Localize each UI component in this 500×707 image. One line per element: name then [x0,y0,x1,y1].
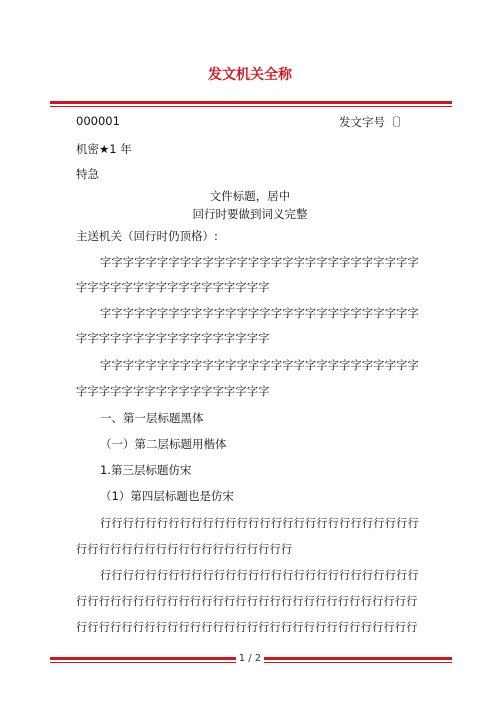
heading-level-4: （1）第四层标题也是仿宋 [100,489,234,503]
heading-level-3: 1.第三层标题仿宋 [100,463,192,477]
heading-level-1: 一、第一层标题黑体 [100,411,204,425]
document-number: 发文字号〔〕 [339,115,408,129]
header-red-rule-thick [50,101,452,104]
body-paragraph-1-line-1: 字字字字字字字字字字字字字字字字字字字字字字字字字字字字 [100,256,419,269]
body-paragraph-5-line-1: 行行行行行行行行行行行行行行行行行行行行行行行行行行行行 [100,569,419,582]
body-paragraph-4-line-1: 行行行行行行行行行行行行行行行行行行行行行行行行行行行行 [100,517,419,530]
body-paragraph-4-line-2: 行行行行行行行行行行行行行行行行行行行 [76,543,293,556]
page-number-text: 1 / 2 [236,653,264,664]
document-serial-number: 000001 [76,114,120,128]
main-recipient: 主送机关（回行时仍顶格）: [76,229,218,243]
document-title-line-1: 文件标题，居中 [209,189,291,203]
body-paragraph-2-line-1: 字字字字字字字字字字字字字字字字字字字字字字字字字字字字 [100,307,419,320]
body-paragraph-1-line-2: 字字字字字字字字字字字字字字字字字 [76,281,270,294]
body-paragraph-5-line-3: 行行行行行行行行行行行行行行行行行行行行行行行行行行行行行行 [76,621,418,634]
body-paragraph-2-line-2: 字字字字字字字字字字字字字字字字字 [76,332,270,345]
document-title-line-2: 回行时要做到词义完整 [192,207,308,221]
header-red-rule-thin [50,106,452,107]
body-paragraph-5-line-2: 行行行行行行行行行行行行行行行行行行行行行行行行行行行行行行 [76,595,418,608]
body-paragraph-3-line-2: 字字字字字字字字字字字字字字字字字 [76,385,270,398]
heading-level-2: （一）第二层标题用楷体 [100,437,227,451]
secrecy-level: 机密★1 年 [76,142,132,156]
urgency-level: 特急 [76,167,99,181]
page-number [0,653,500,664]
body-paragraph-3-line-1: 字字字字字字字字字字字字字字字字字字字字字字字字字字字字 [100,359,419,372]
issuing-organization-name: 发文机关全称 [208,67,292,83]
